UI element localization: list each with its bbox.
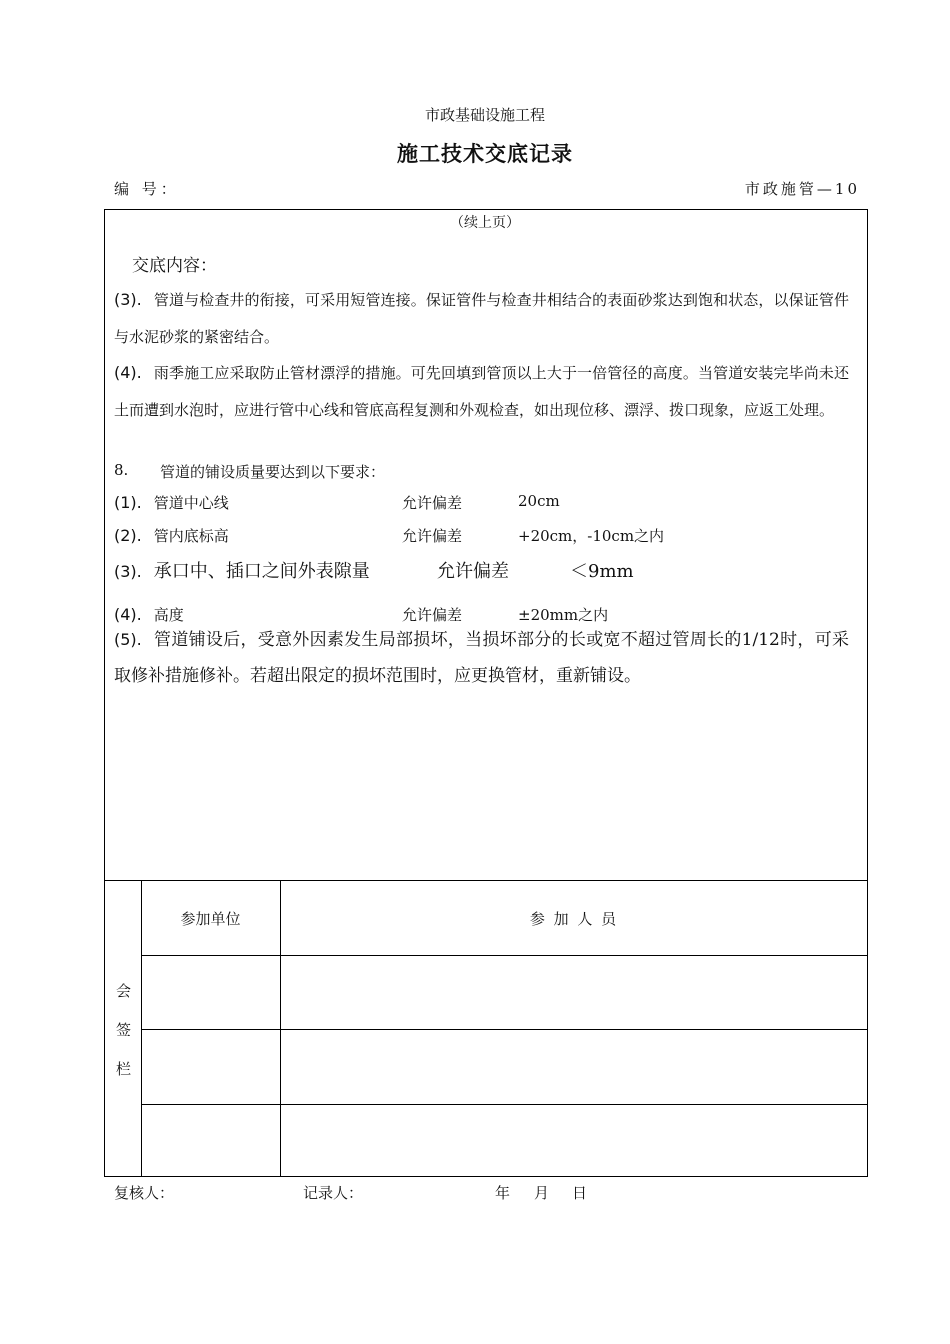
requirement-item: 管道中心线 [153, 494, 229, 512]
col-header-unit: 参加单位 [180, 910, 241, 928]
date-month: 月 [534, 1184, 550, 1202]
content-label: 交底内容： [132, 256, 217, 276]
project-subtitle: 市政基础设施工程 [424, 106, 545, 124]
side-label-char: 签 [116, 1021, 132, 1039]
signoff-table [104, 880, 868, 1177]
requirement-label: 允许偏差 [402, 494, 463, 512]
section-8-text: 管道的铺设质量要达到以下要求： [160, 463, 386, 481]
paragraph-item-5 [114, 622, 849, 694]
code-value: 市政施管—10 [744, 180, 860, 198]
requirement-number: (3). [114, 562, 142, 581]
reviewer-label: 复核人： [114, 1184, 175, 1202]
page-title: 施工技术交底记录 [397, 141, 573, 166]
requirement-value: ±20mm之内 [518, 606, 609, 624]
requirement-number: (1). [114, 493, 142, 512]
requirement-value: 20cm [518, 492, 560, 510]
requirement-item: 承口中、插口之间外表隙量 [153, 561, 370, 582]
requirement-value: +20cm，-10cm之内 [518, 527, 665, 545]
section-8-heading [114, 461, 386, 481]
requirement-item: 管内底标高 [153, 527, 229, 545]
date-year: 年 [495, 1184, 511, 1202]
requirement-label: 允许偏差 [402, 606, 463, 624]
requirement-row [114, 525, 665, 546]
recorder-label: 记录人： [303, 1184, 364, 1202]
paragraph-item-4 [114, 354, 849, 429]
col-header-people: 参 加 人 员 [529, 910, 619, 928]
side-label-char: 会 [116, 982, 132, 1000]
requirement-row [114, 492, 560, 513]
code-label: 编 号： [114, 180, 180, 198]
requirement-number: (4). [114, 605, 142, 624]
table-rule [141, 1029, 868, 1030]
paragraph-item-3 [114, 281, 849, 356]
requirement-value: ＜9mm [570, 561, 634, 582]
requirement-number: (2). [114, 526, 142, 545]
continued-note: （续上页） [450, 215, 520, 231]
date-day: 日 [572, 1184, 588, 1202]
item-4-number: (4). [114, 363, 142, 382]
item-4-text: 雨季施工应采取防止管材漂浮的措施。可先回填到管顶以上大于一倍管径的高度。当管道安装完毕尚未还土而遭到水泡时，应进行管中心线和管底高程复测和外观检查，如出现位移、漂浮、拨口现象，应返工处理。 [114, 364, 849, 419]
requirement-row [114, 557, 634, 583]
side-label-char: 栏 [116, 1060, 132, 1078]
table-rule [104, 880, 868, 881]
item-5-number: (5). [114, 630, 142, 649]
requirement-item: 高度 [153, 606, 184, 624]
requirement-label: 允许偏差 [402, 527, 463, 545]
item-3-number: (3). [114, 290, 142, 309]
item-5-text: 管道铺设后，受意外因素发生局部损坏，当损坏部分的长或宽不超过管周长的1/12时，可采取修补措施修补。若超出限定的损坏范围时，应更换管材，重新铺设。 [114, 630, 849, 686]
item-3-text: 管道与检查井的衔接，可采用短管连接。保证管件与检查井相结合的表面砂浆达到饱和状态，以保证管件与水泥砂浆的紧密结合。 [114, 291, 849, 346]
table-rule [141, 1104, 868, 1105]
table-rule [141, 955, 868, 956]
requirement-label: 允许偏差 [437, 561, 509, 582]
section-8-number: 8. [114, 461, 129, 479]
